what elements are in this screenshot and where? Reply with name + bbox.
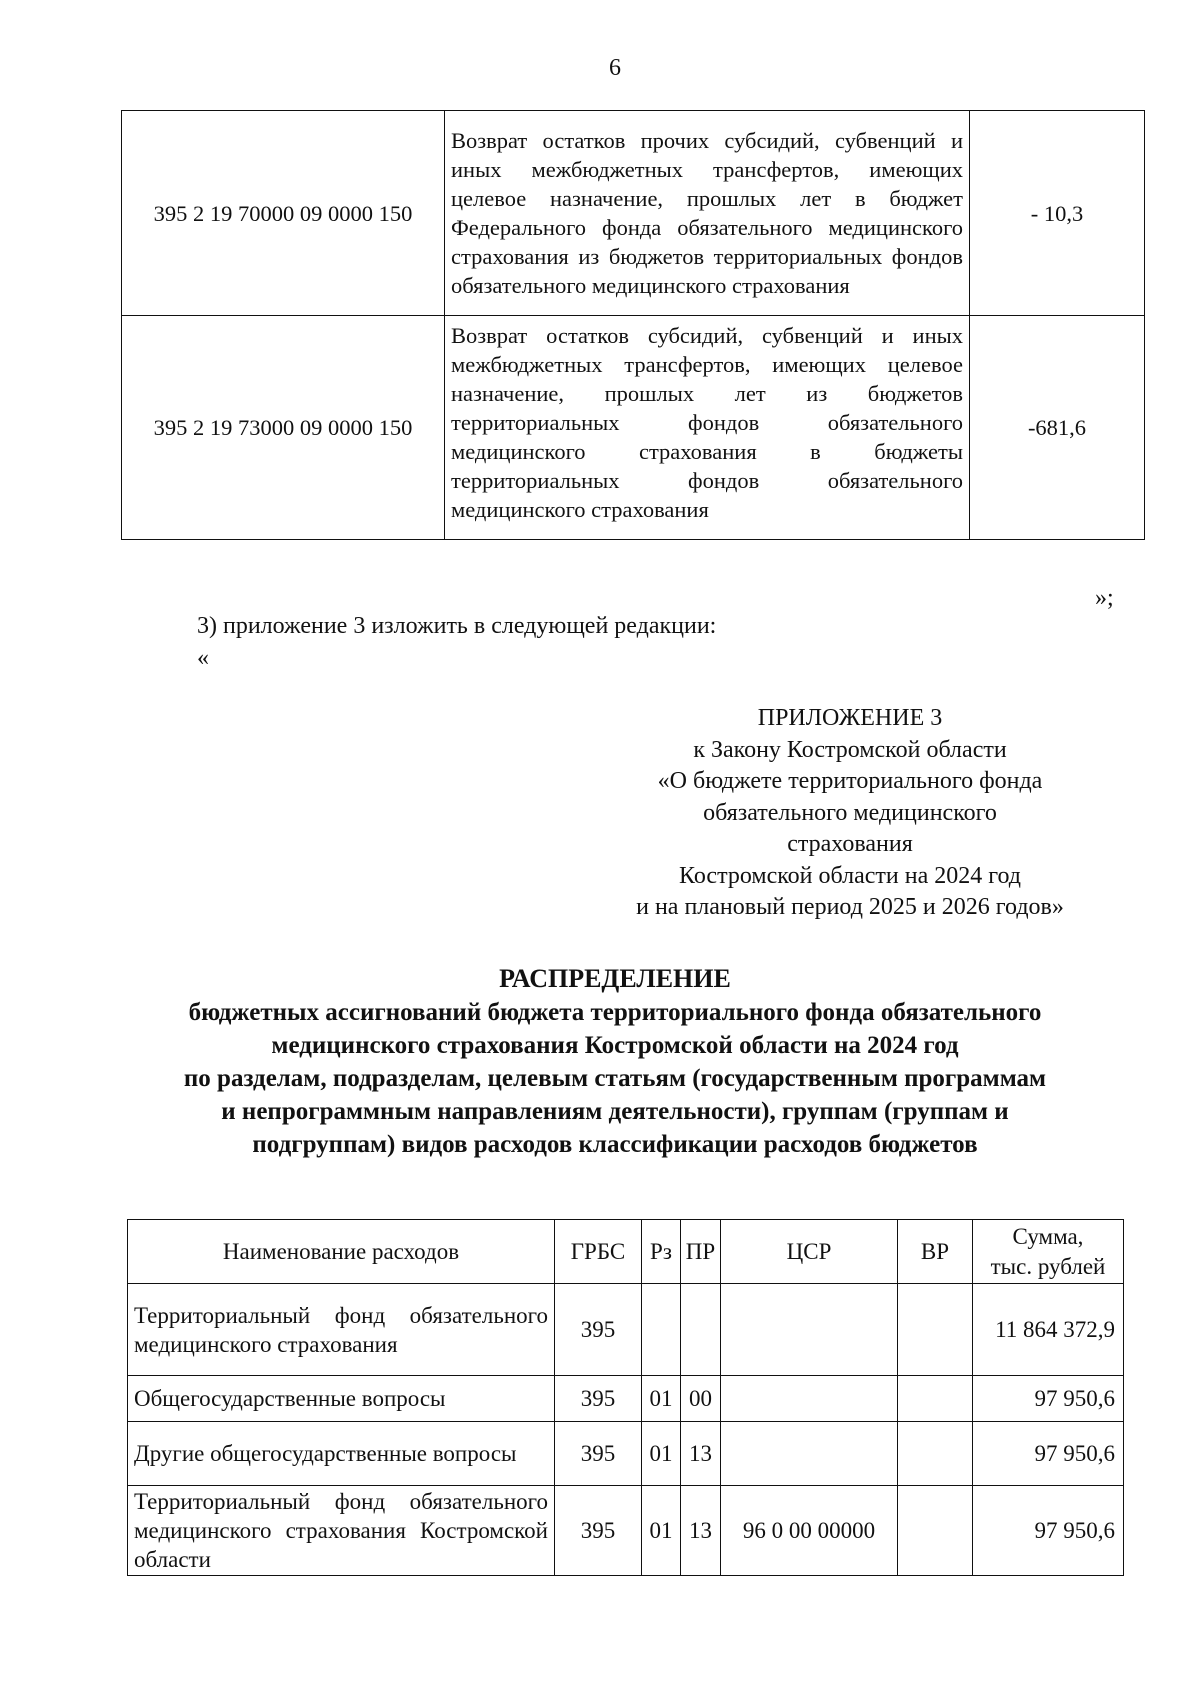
page-number: 6 bbox=[609, 55, 621, 81]
row-csr: 96 0 00 00000 bbox=[721, 1486, 898, 1576]
budget-allocation-table bbox=[127, 1219, 1124, 1576]
row-pr bbox=[681, 1284, 721, 1376]
row-grbs: 395 bbox=[555, 1486, 642, 1576]
budget-code: 395 2 19 73000 09 0000 150 bbox=[122, 316, 445, 540]
header-sum bbox=[973, 1220, 1124, 1284]
refund-amount: - 10,3 bbox=[970, 111, 1145, 316]
row-name: Другие общегосударственные вопросы bbox=[128, 1422, 555, 1486]
row-pr: 00 bbox=[681, 1376, 721, 1422]
row-amount: 97 950,6 bbox=[973, 1486, 1124, 1576]
table-row bbox=[122, 111, 1145, 316]
appendix-line: обязательного медицинского bbox=[703, 799, 997, 826]
header-csr: ЦСР bbox=[721, 1220, 898, 1284]
row-rz: 01 bbox=[642, 1422, 681, 1486]
table-row bbox=[128, 1422, 1124, 1486]
budget-code: 395 2 19 70000 09 0000 150 bbox=[122, 111, 445, 316]
row-name: Территориальный фонд обязательного медицинского страхования Костромской области bbox=[128, 1486, 555, 1576]
title-line: по разделам, подразделам, целевым статьям (государственным программам bbox=[183, 1065, 1047, 1092]
row-csr bbox=[721, 1376, 898, 1422]
amendment-item-3: 3) приложение 3 изложить в следующей редакции: bbox=[197, 613, 717, 639]
row-amount: 97 950,6 bbox=[973, 1422, 1124, 1486]
row-csr bbox=[721, 1422, 898, 1486]
header-grbs: ГРБС bbox=[555, 1220, 642, 1284]
row-grbs: 395 bbox=[555, 1422, 642, 1486]
row-name: Общегосударственные вопросы bbox=[128, 1376, 555, 1422]
row-rz bbox=[642, 1284, 681, 1376]
closing-quote: »; bbox=[1095, 585, 1114, 611]
row-pr: 13 bbox=[681, 1486, 721, 1576]
row-vr bbox=[898, 1376, 973, 1422]
row-vr bbox=[898, 1284, 973, 1376]
refund-description: Возврат остатков субсидий, субвенций и иных межбюджетных трансфертов, имеющих целевое назначение, прошлых лет из бюджетов территориальных фондов обязательного медицинского страхования в бюджеты территориальных фондов обязательного медицинского страхования bbox=[445, 316, 970, 540]
table-row bbox=[128, 1486, 1124, 1576]
row-name: Территориальный фонд обязательного медицинского страхования bbox=[128, 1284, 555, 1376]
header-rz: Рз bbox=[642, 1220, 681, 1284]
table-row bbox=[122, 316, 1145, 540]
header-pr: ПР bbox=[681, 1220, 721, 1284]
title-line: бюджетных ассигнований бюджета территориального фонда обязательного bbox=[188, 999, 1042, 1026]
row-amount: 11 864 372,9 bbox=[973, 1284, 1124, 1376]
opening-quote: « bbox=[197, 645, 209, 671]
appendix-header bbox=[600, 703, 1100, 924]
refund-table bbox=[121, 110, 1145, 540]
header-sum-line: тыс. рублей bbox=[990, 1253, 1106, 1279]
title-line: подгруппам) видов расходов классификации расходов бюджетов bbox=[252, 1131, 978, 1158]
row-amount: 97 950,6 bbox=[973, 1376, 1124, 1422]
appendix-line: страхования bbox=[787, 831, 913, 857]
refund-amount: -681,6 bbox=[970, 316, 1145, 540]
appendix-line: ПРИЛОЖЕНИЕ 3 bbox=[757, 705, 943, 731]
row-rz: 01 bbox=[642, 1486, 681, 1576]
appendix-line: и на плановый период 2025 и 2026 годов» bbox=[636, 894, 1064, 920]
title-main: РАСПРЕДЕЛЕНИЕ bbox=[499, 964, 731, 993]
header-sum-line: Сумма, bbox=[1012, 1223, 1084, 1249]
appendix-line: Костромской области на 2024 год bbox=[679, 862, 1021, 889]
row-vr bbox=[898, 1486, 973, 1576]
table-row bbox=[128, 1284, 1124, 1376]
row-csr bbox=[721, 1284, 898, 1376]
row-grbs: 395 bbox=[555, 1376, 642, 1422]
row-rz: 01 bbox=[642, 1376, 681, 1422]
table-header-row bbox=[128, 1220, 1124, 1284]
title-line: медицинского страхования Костромской области на 2024 год bbox=[271, 1032, 959, 1059]
row-pr: 13 bbox=[681, 1422, 721, 1486]
row-grbs: 395 bbox=[555, 1284, 642, 1376]
appendix-line: «О бюджете территориального фонда bbox=[657, 768, 1043, 794]
header-vr: ВР bbox=[898, 1220, 973, 1284]
row-vr bbox=[898, 1422, 973, 1486]
title-line: и непрограммным направлениям деятельности), группам (группам и bbox=[221, 1098, 1009, 1125]
document-title bbox=[100, 962, 1130, 1161]
refund-description: Возврат остатков прочих субсидий, субвенций и иных межбюджетных трансфертов, имеющих целевое назначение, прошлых лет в бюджет Федерального фонда обязательного медицинского страхования из бюджетов территориальных фондов обязательного медицинского страхования bbox=[445, 111, 970, 316]
table-row bbox=[128, 1376, 1124, 1422]
header-name: Наименование расходов bbox=[128, 1220, 555, 1284]
appendix-line: к Закону Костромской области bbox=[693, 736, 1007, 763]
